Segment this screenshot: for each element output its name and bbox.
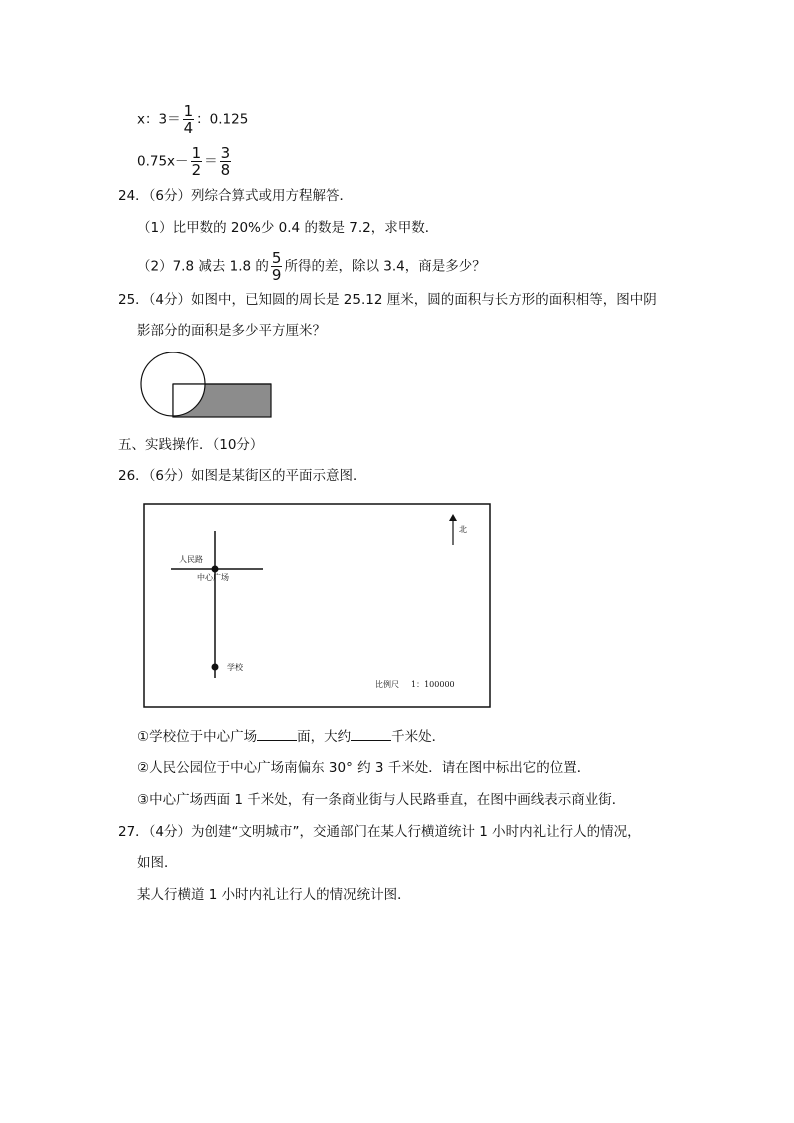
scale-value: 1：100000 [411, 680, 455, 689]
equation-1 [137, 103, 248, 136]
q26-subq1-text-b: 面，大约 [297, 729, 352, 745]
fraction [191, 145, 203, 178]
fraction [220, 145, 232, 178]
equation-1-rhs: ：0.125 [196, 111, 249, 128]
q25-line1: 25．（4分）如图中，已知圆的周长是 25.12 厘米，圆的面积与长方形的面积相等，图中阴 [118, 292, 657, 308]
q26-title: 26．（6分）如图是某街区的平面示意图． [118, 468, 367, 484]
q24-part1: （1）比甲数的 20%少 0.4 的数是 7.2，求甲数． [137, 220, 439, 236]
equals-sign: ＝ [204, 153, 218, 170]
section-5-heading: 五、实践操作．（10分） [118, 437, 264, 453]
fraction-numerator: 3 [220, 144, 231, 162]
q25-line2: 影部分的面积是多少平方厘米？ [137, 323, 326, 339]
q24-part2-text-b: 所得的差，除以 3.4，商是多少？ [284, 258, 486, 275]
answer-blank-distance[interactable] [351, 726, 391, 741]
equation-1-lhs: x：3＝ [137, 111, 181, 128]
school-label: 学校 [227, 663, 243, 672]
q27-caption: 某人行横道 1 小时内礼让行人的情况统计图． [137, 887, 411, 903]
fraction [183, 103, 195, 136]
road-label: 人民路 [179, 555, 203, 564]
scale-label: 比例尺 [375, 680, 399, 689]
map-border [144, 504, 490, 707]
q24-part2-text-a: （2）7.8 减去 1.8 的 [137, 258, 269, 275]
center-square-label: 中心广场 [197, 573, 229, 582]
north-label: 北 [459, 525, 467, 534]
fraction-denominator: 4 [183, 119, 194, 137]
fraction-denominator: 9 [271, 266, 282, 284]
equation-2-lhs: 0.75x－ [137, 153, 189, 170]
q27-line1: 27．（4分）为创建“文明城市”，交通部门在某人行横道统计 1 小时内礼让行人的情况， [118, 824, 641, 840]
q25-figure [140, 352, 276, 422]
school-dot [212, 664, 219, 671]
q26-subq1 [137, 726, 445, 747]
equation-2 [137, 145, 233, 178]
answer-blank-direction[interactable] [257, 726, 297, 741]
fraction-numerator: 5 [271, 249, 282, 267]
q27-line2: 如图． [137, 855, 178, 871]
fraction [271, 250, 283, 283]
q26-subq1-text-c: 千米处． [391, 729, 446, 745]
q24-part2 [137, 250, 486, 283]
fraction-numerator: 1 [183, 102, 194, 120]
q26-subq2: ②人民公园位于中心广场南偏东 30° 约 3 千米处．请在图中标出它的位置． [137, 760, 591, 776]
fraction-denominator: 8 [220, 161, 231, 179]
center-square-dot [212, 566, 219, 573]
q26-subq1-text-a: ①学校位于中心广场 [137, 729, 258, 745]
q24-title: 24．（6分）列综合算式或用方程解答． [118, 188, 354, 204]
fraction-denominator: 2 [191, 161, 202, 179]
q26-subq3: ③中心广场西面 1 千米处，有一条商业街与人民路垂直，在图中画线表示商业街． [137, 792, 626, 808]
fraction-numerator: 1 [191, 144, 202, 162]
street-map [143, 503, 491, 708]
